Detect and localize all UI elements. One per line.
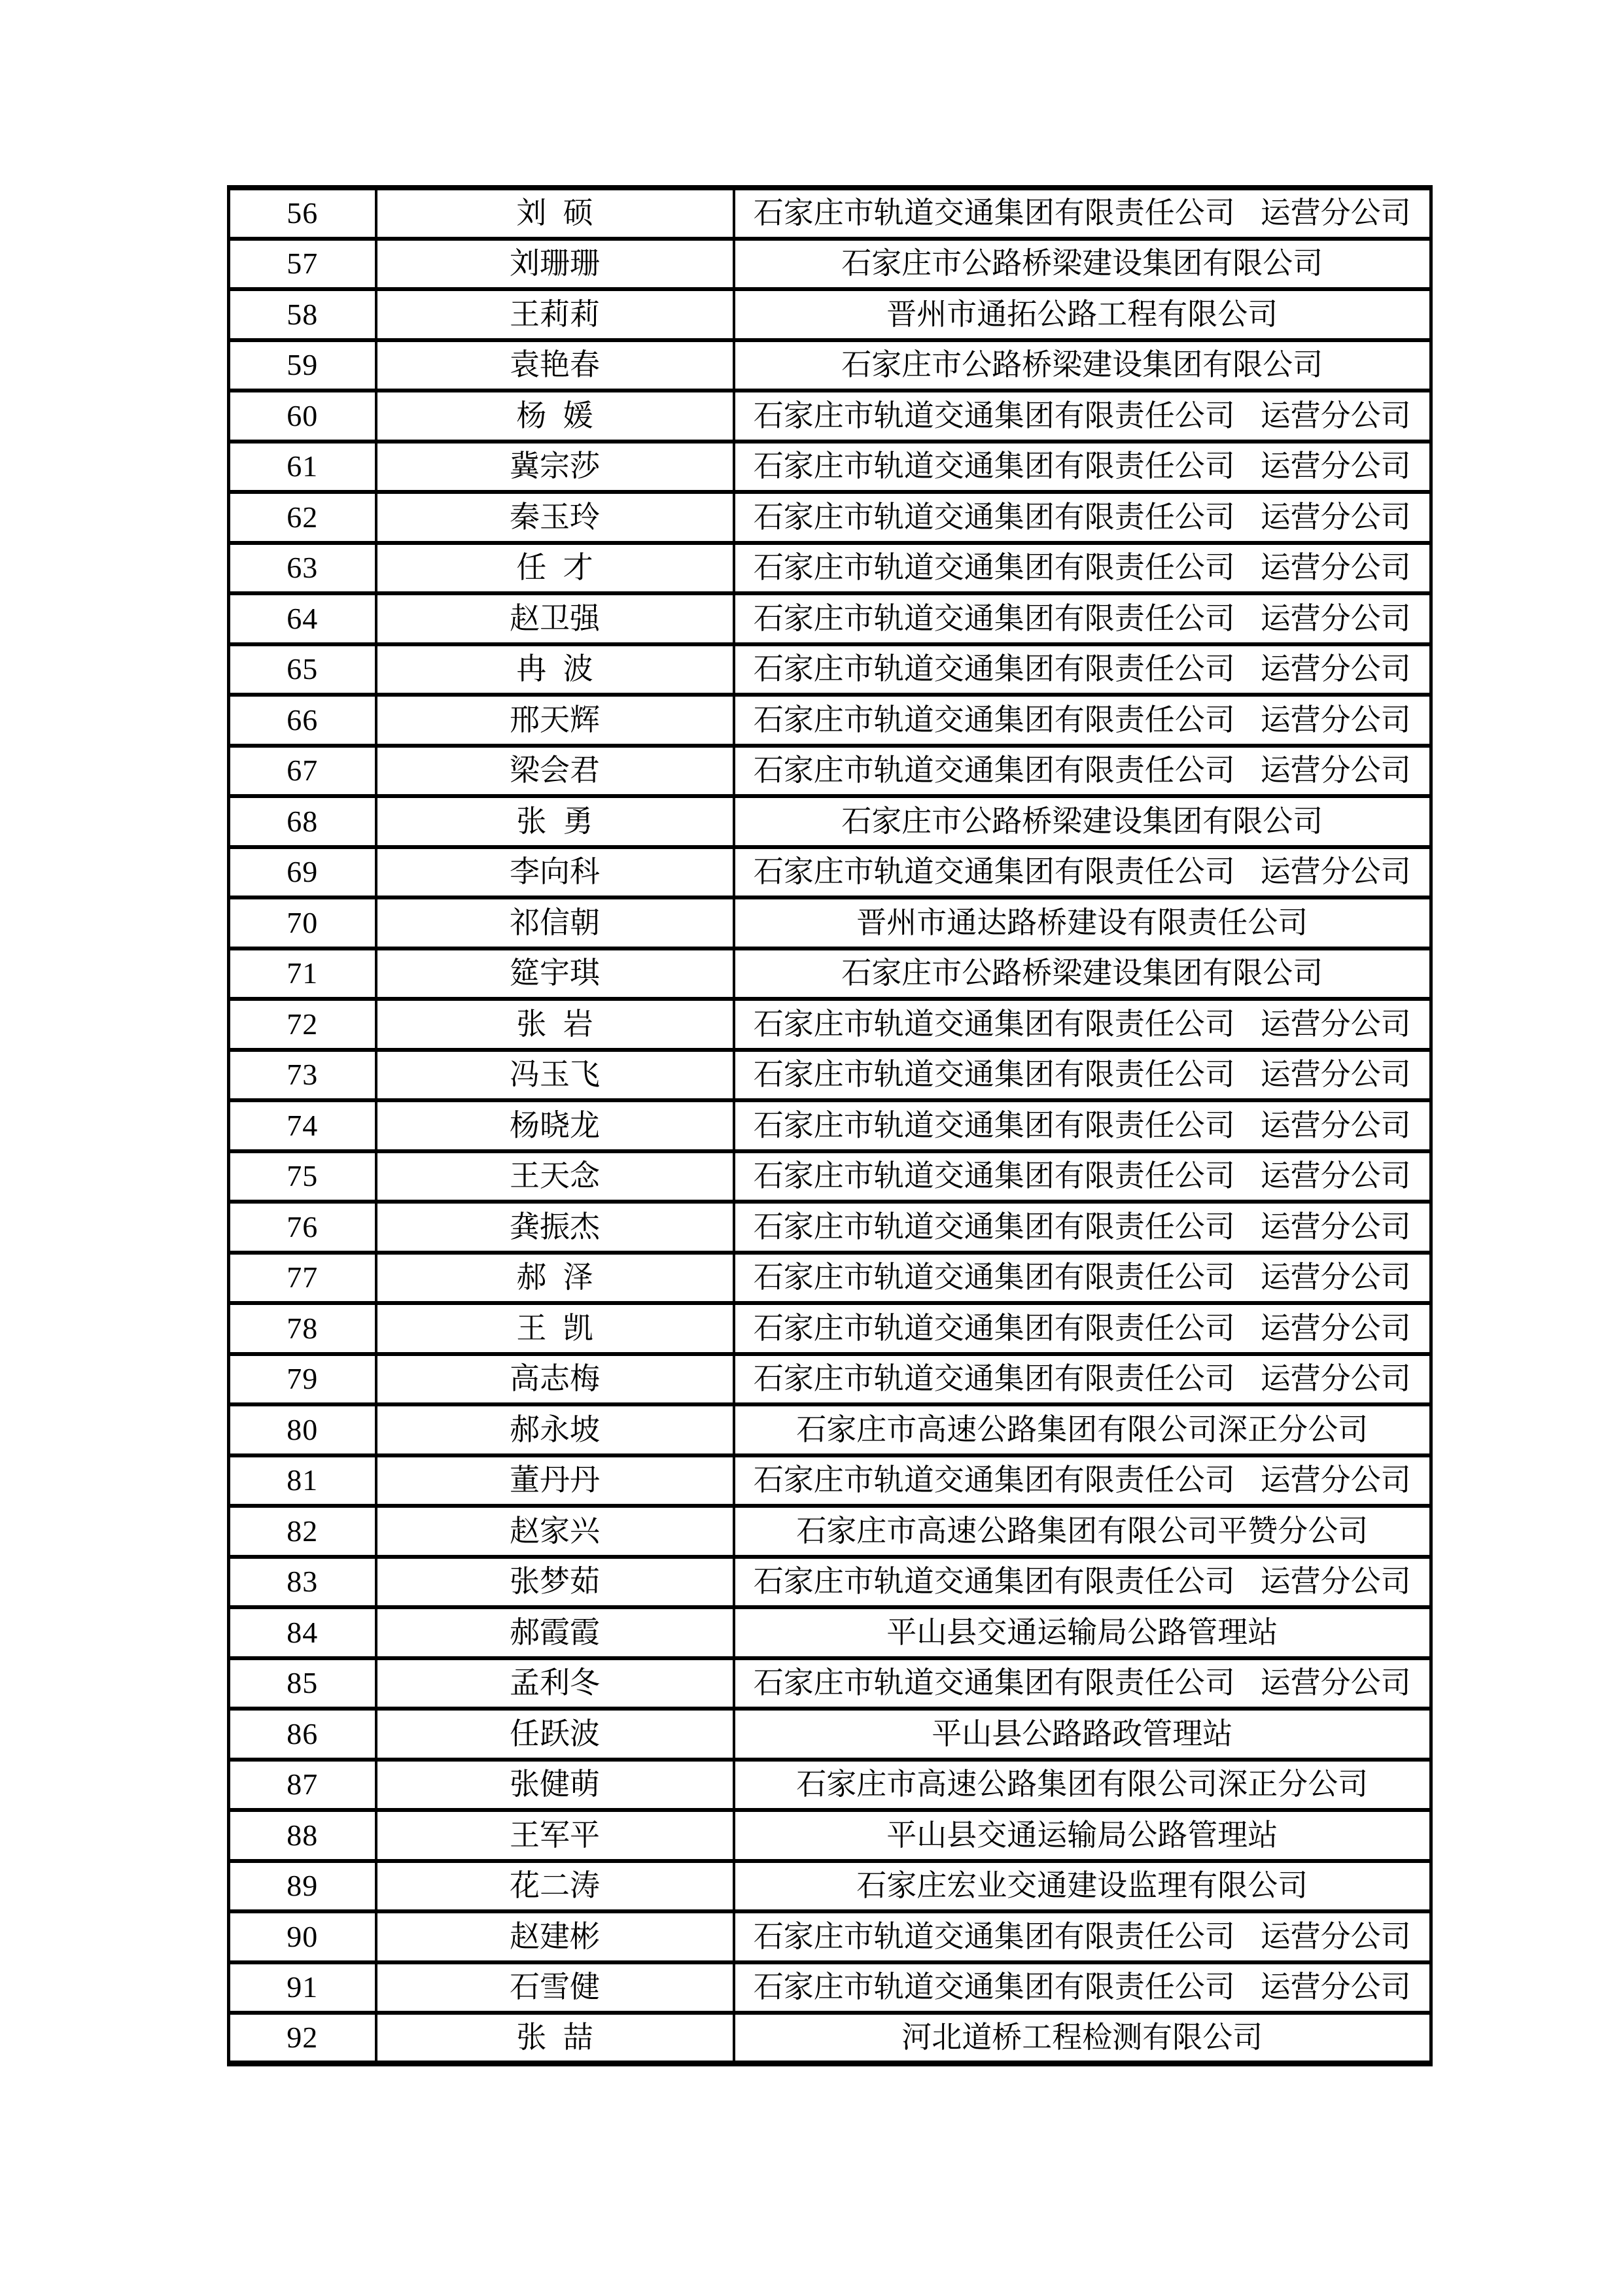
table-row — [229, 1911, 1431, 1962]
name-cell: 龚振杰 — [376, 1202, 734, 1253]
organization-cell: 石家庄市轨道交通集团有限责任公司 运营分公司 — [734, 1050, 1431, 1101]
table-row — [229, 897, 1431, 948]
organization-cell: 石家庄市轨道交通集团有限责任公司 运营分公司 — [734, 746, 1431, 797]
organization-cell: 石家庄市轨道交通集团有限责任公司 运营分公司 — [734, 644, 1431, 695]
organization-cell: 石家庄市轨道交通集团有限责任公司 运营分公司 — [734, 999, 1431, 1050]
name-cell: 张梦茹 — [376, 1557, 734, 1608]
name-cell: 任跃波 — [376, 1709, 734, 1760]
row-number-cell: 79 — [229, 1354, 376, 1405]
name-cell: 董丹丹 — [376, 1455, 734, 1506]
table-row — [229, 695, 1431, 746]
row-number-cell: 62 — [229, 492, 376, 543]
table-row — [229, 543, 1431, 594]
table-row — [229, 1810, 1431, 1861]
row-number-cell: 80 — [229, 1404, 376, 1455]
row-number-cell: 60 — [229, 391, 376, 442]
row-number-cell: 78 — [229, 1303, 376, 1354]
name-cell: 石雪健 — [376, 1962, 734, 2013]
row-number-cell: 74 — [229, 1100, 376, 1151]
organization-cell: 石家庄市轨道交通集团有限责任公司 运营分公司 — [734, 1455, 1431, 1506]
table-row — [229, 340, 1431, 391]
organization-cell: 晋州市通达路桥建设有限责任公司 — [734, 897, 1431, 948]
organization-cell: 石家庄市公路桥梁建设集团有限公司 — [734, 796, 1431, 847]
organization-cell: 平山县交通运输局公路管理站 — [734, 1607, 1431, 1658]
table-row — [229, 999, 1431, 1050]
row-number-cell: 73 — [229, 1050, 376, 1101]
name-cell: 郝 泽 — [376, 1253, 734, 1304]
row-number-cell: 88 — [229, 1810, 376, 1861]
table-row — [229, 239, 1431, 290]
name-cell: 杨晓龙 — [376, 1100, 734, 1151]
row-number-cell: 66 — [229, 695, 376, 746]
row-number-cell: 87 — [229, 1760, 376, 1811]
row-number-cell: 72 — [229, 999, 376, 1050]
organization-cell: 石家庄市轨道交通集团有限责任公司 运营分公司 — [734, 1911, 1431, 1962]
row-number-cell: 70 — [229, 897, 376, 948]
row-number-cell: 69 — [229, 847, 376, 898]
table-row — [229, 746, 1431, 797]
row-number-cell: 68 — [229, 796, 376, 847]
row-number-cell: 92 — [229, 2013, 376, 2064]
table-row — [229, 1861, 1431, 1912]
organization-cell: 石家庄市高速公路集团有限公司深正分公司 — [734, 1404, 1431, 1455]
row-number-cell: 64 — [229, 593, 376, 644]
name-cell: 王天念 — [376, 1151, 734, 1202]
row-number-cell: 90 — [229, 1911, 376, 1962]
organization-cell: 石家庄市轨道交通集团有限责任公司 运营分公司 — [734, 1253, 1431, 1304]
organization-cell: 石家庄市轨道交通集团有限责任公司 运营分公司 — [734, 1100, 1431, 1151]
name-cell: 袁艳春 — [376, 340, 734, 391]
organization-cell: 石家庄市高速公路集团有限公司深正分公司 — [734, 1760, 1431, 1811]
table-row — [229, 593, 1431, 644]
table-row — [229, 1557, 1431, 1608]
table-row — [229, 1354, 1431, 1405]
name-cell: 筵宇琪 — [376, 948, 734, 1000]
table-row — [229, 2013, 1431, 2064]
roster-table — [227, 185, 1433, 2066]
table-row — [229, 1202, 1431, 1253]
organization-cell: 石家庄市轨道交通集团有限责任公司 运营分公司 — [734, 543, 1431, 594]
name-cell: 秦玉玲 — [376, 492, 734, 543]
organization-cell: 石家庄市轨道交通集团有限责任公司 运营分公司 — [734, 1303, 1431, 1354]
name-cell: 冉 波 — [376, 644, 734, 695]
table-row — [229, 1050, 1431, 1101]
name-cell: 高志梅 — [376, 1354, 734, 1405]
organization-cell: 石家庄市公路桥梁建设集团有限公司 — [734, 340, 1431, 391]
table-row — [229, 644, 1431, 695]
name-cell: 张 岩 — [376, 999, 734, 1050]
name-cell: 刘珊珊 — [376, 239, 734, 290]
name-cell: 王 凯 — [376, 1303, 734, 1354]
organization-cell: 石家庄市轨道交通集团有限责任公司 运营分公司 — [734, 442, 1431, 493]
table-row — [229, 1455, 1431, 1506]
row-number-cell: 57 — [229, 239, 376, 290]
table-row — [229, 1607, 1431, 1658]
name-cell: 赵建彬 — [376, 1911, 734, 1962]
row-number-cell: 84 — [229, 1607, 376, 1658]
table-row — [229, 1709, 1431, 1760]
table-row — [229, 1506, 1431, 1557]
row-number-cell: 56 — [229, 188, 376, 239]
table-row — [229, 188, 1431, 239]
organization-cell: 石家庄市公路桥梁建设集团有限公司 — [734, 948, 1431, 1000]
row-number-cell: 61 — [229, 442, 376, 493]
name-cell: 张健萌 — [376, 1760, 734, 1811]
organization-cell: 石家庄市轨道交通集团有限责任公司 运营分公司 — [734, 593, 1431, 644]
row-number-cell: 89 — [229, 1861, 376, 1912]
organization-cell: 石家庄市轨道交通集团有限责任公司 运营分公司 — [734, 695, 1431, 746]
table-row — [229, 796, 1431, 847]
organization-cell: 石家庄市轨道交通集团有限责任公司 运营分公司 — [734, 1557, 1431, 1608]
organization-cell: 石家庄市轨道交通集团有限责任公司 运营分公司 — [734, 1658, 1431, 1709]
table-row — [229, 1760, 1431, 1811]
row-number-cell: 82 — [229, 1506, 376, 1557]
row-number-cell: 76 — [229, 1202, 376, 1253]
organization-cell: 石家庄市轨道交通集团有限责任公司 运营分公司 — [734, 1202, 1431, 1253]
row-number-cell: 81 — [229, 1455, 376, 1506]
name-cell: 张 勇 — [376, 796, 734, 847]
name-cell: 冀宗莎 — [376, 442, 734, 493]
row-number-cell: 58 — [229, 289, 376, 340]
organization-cell: 石家庄市轨道交通集团有限责任公司 运营分公司 — [734, 188, 1431, 239]
row-number-cell: 91 — [229, 1962, 376, 2013]
table-row — [229, 1962, 1431, 2013]
organization-cell: 石家庄市轨道交通集团有限责任公司 运营分公司 — [734, 1962, 1431, 2013]
row-number-cell: 85 — [229, 1658, 376, 1709]
name-cell: 梁会君 — [376, 746, 734, 797]
row-number-cell: 67 — [229, 746, 376, 797]
name-cell: 冯玉飞 — [376, 1050, 734, 1101]
name-cell: 祁信朝 — [376, 897, 734, 948]
row-number-cell: 63 — [229, 543, 376, 594]
table-row — [229, 1303, 1431, 1354]
table-row — [229, 948, 1431, 1000]
organization-cell: 河北道桥工程检测有限公司 — [734, 2013, 1431, 2064]
name-cell: 赵卫强 — [376, 593, 734, 644]
name-cell: 李向科 — [376, 847, 734, 898]
name-cell: 张 喆 — [376, 2013, 734, 2064]
table-row — [229, 1404, 1431, 1455]
row-number-cell: 71 — [229, 948, 376, 1000]
name-cell: 王军平 — [376, 1810, 734, 1861]
organization-cell: 石家庄宏业交通建设监理有限公司 — [734, 1861, 1431, 1912]
row-number-cell: 77 — [229, 1253, 376, 1304]
name-cell: 邢天辉 — [376, 695, 734, 746]
name-cell: 刘 硕 — [376, 188, 734, 239]
row-number-cell: 59 — [229, 340, 376, 391]
organization-cell: 石家庄市轨道交通集团有限责任公司 运营分公司 — [734, 1354, 1431, 1405]
organization-cell: 平山县公路路政管理站 — [734, 1709, 1431, 1760]
name-cell: 郝永坡 — [376, 1404, 734, 1455]
table-row — [229, 847, 1431, 898]
organization-cell: 晋州市通拓公路工程有限公司 — [734, 289, 1431, 340]
row-number-cell: 83 — [229, 1557, 376, 1608]
organization-cell: 石家庄市轨道交通集团有限责任公司 运营分公司 — [734, 1151, 1431, 1202]
name-cell: 任 才 — [376, 543, 734, 594]
table-row — [229, 391, 1431, 442]
table-row — [229, 289, 1431, 340]
organization-cell: 石家庄市轨道交通集团有限责任公司 运营分公司 — [734, 391, 1431, 442]
table-body — [229, 188, 1431, 2064]
name-cell: 花二涛 — [376, 1861, 734, 1912]
name-cell: 孟利冬 — [376, 1658, 734, 1709]
table-row — [229, 442, 1431, 493]
table-row — [229, 1151, 1431, 1202]
table-row — [229, 1253, 1431, 1304]
organization-cell: 石家庄市轨道交通集团有限责任公司 运营分公司 — [734, 492, 1431, 543]
name-cell: 郝霞霞 — [376, 1607, 734, 1658]
table-row — [229, 492, 1431, 543]
row-number-cell: 75 — [229, 1151, 376, 1202]
name-cell: 王莉莉 — [376, 289, 734, 340]
organization-cell: 石家庄市公路桥梁建设集团有限公司 — [734, 239, 1431, 290]
table-row — [229, 1100, 1431, 1151]
row-number-cell: 65 — [229, 644, 376, 695]
organization-cell: 平山县交通运输局公路管理站 — [734, 1810, 1431, 1861]
name-cell: 赵家兴 — [376, 1506, 734, 1557]
name-cell: 杨 媛 — [376, 391, 734, 442]
row-number-cell: 86 — [229, 1709, 376, 1760]
organization-cell: 石家庄市高速公路集团有限公司平赞分公司 — [734, 1506, 1431, 1557]
table-row — [229, 1658, 1431, 1709]
organization-cell: 石家庄市轨道交通集团有限责任公司 运营分公司 — [734, 847, 1431, 898]
